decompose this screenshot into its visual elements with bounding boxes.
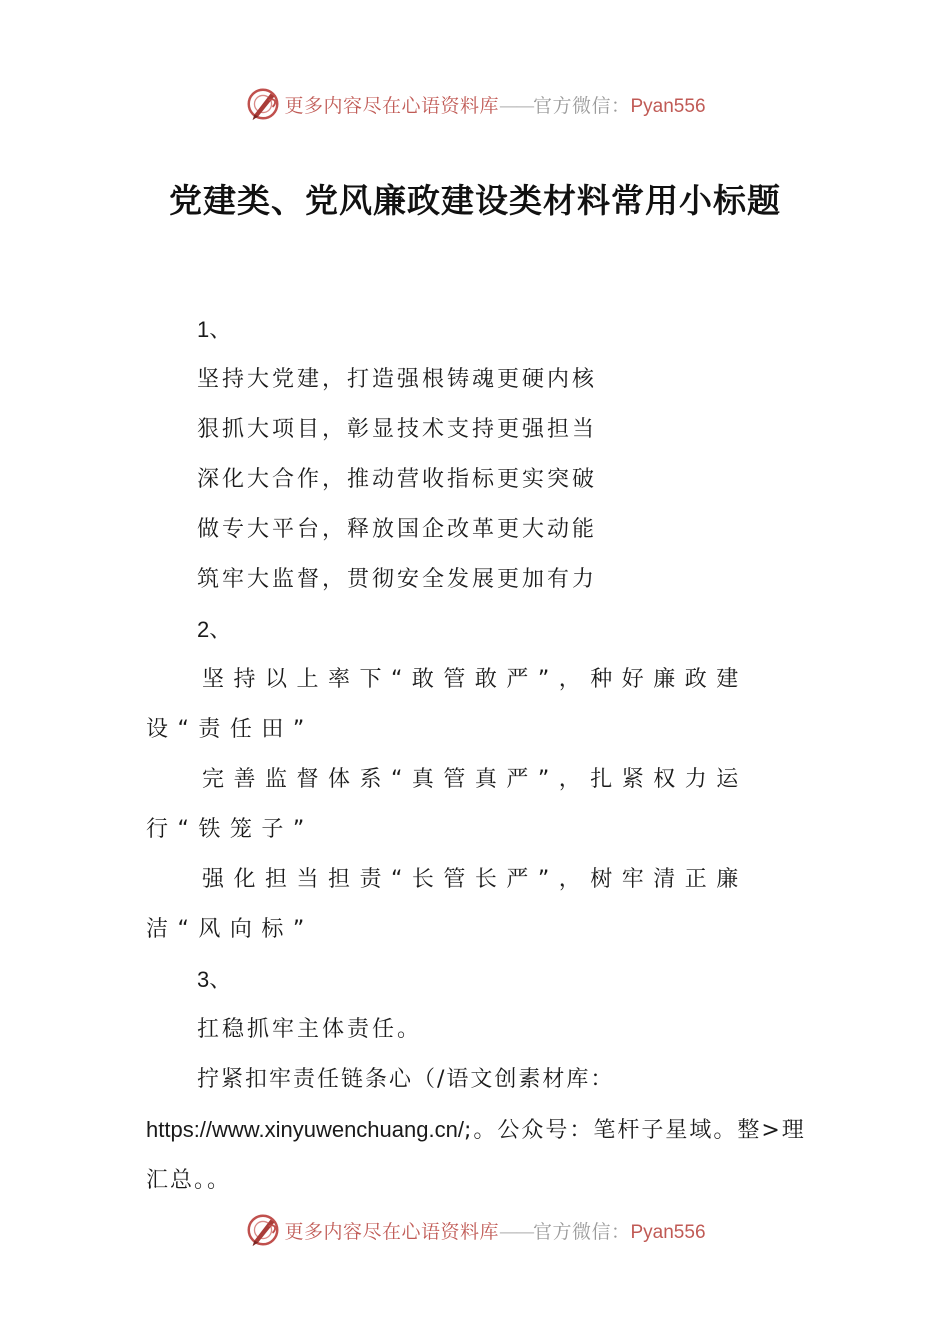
document-title: 党建类、党风廉政建设类材料常用小标题 (169, 181, 781, 220)
list-item: 完善监督体系“真管真严”，扎紧权力运行“铁笼子” (146, 767, 748, 842)
list-item-source-note (146, 1055, 806, 1206)
section-number: 3、 (197, 967, 232, 992)
watermark-banner-bottom (0, 1210, 950, 1250)
section-number: 2、 (197, 617, 232, 642)
source-note-suffix: ;。公众号：笔杆子星域。整>理汇总。。 (146, 1118, 806, 1193)
watermark-banner-top (0, 84, 950, 124)
pen-logo-icon (244, 85, 282, 123)
source-note-prefix: 拧紧扣牢责任链条心（/语文创素材库： (197, 1067, 615, 1092)
pen-logo-icon (244, 1211, 282, 1249)
list-item: 坚持大党建，打造强根铸魂更硬内核 (197, 367, 598, 392)
document-body (146, 305, 806, 1206)
list-item: 坚持以上率下“敢管敢严”，种好廉政建设“责任田” (146, 667, 748, 742)
list-item: 深化大合作，推动营收指标更实突破 (197, 467, 598, 492)
list-item: 扛稳抓牢主体责任。 (197, 1017, 423, 1042)
list-item: 狠抓大项目，彰显技术支持更强担当 (197, 417, 598, 442)
watermark-text: 更多内容尽在心语资料库——官方微信：Pyan556 (284, 94, 706, 117)
source-url-link[interactable]: https://www.xinyuwenchuang.cn/ (146, 1117, 464, 1142)
section-number: 1、 (197, 317, 232, 342)
list-item: 筑牢大监督，贯彻安全发展更加有力 (197, 567, 598, 592)
list-item: 强化担当担责“长管长严”，树牢清正廉洁“风向标” (146, 867, 748, 942)
list-item: 做专大平台，释放国企改革更大动能 (197, 517, 598, 542)
watermark-text: 更多内容尽在心语资料库——官方微信：Pyan556 (284, 1220, 706, 1243)
